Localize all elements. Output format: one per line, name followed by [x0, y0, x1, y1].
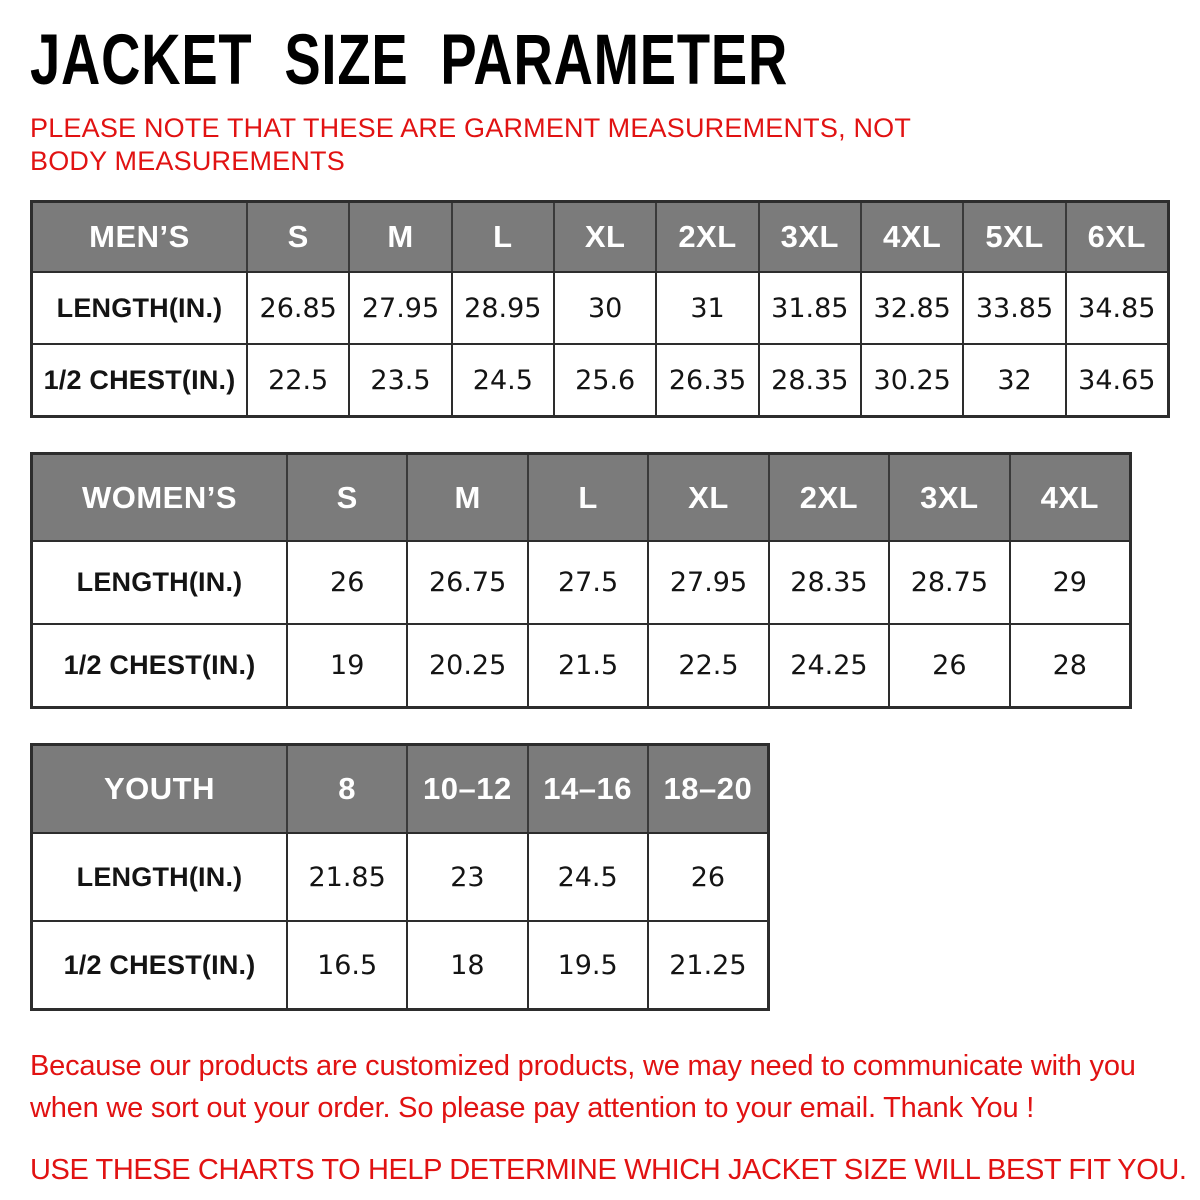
size-value: 21.25: [647, 920, 767, 1008]
size-value: 28.95: [451, 271, 553, 343]
size-value: 28.35: [768, 540, 888, 623]
size-value: 26: [647, 832, 767, 920]
size-grid: [30, 743, 770, 1011]
size-col-header: S: [246, 203, 348, 271]
size-col-header: 8: [286, 746, 406, 832]
size-col-header: 10–12: [406, 746, 526, 832]
size-col-header: S: [286, 455, 406, 540]
size-col-header: 2XL: [768, 455, 888, 540]
size-value: 26: [286, 540, 406, 623]
size-value: 29: [1009, 540, 1129, 623]
size-value: 21.5: [527, 623, 647, 706]
size-value: 33.85: [962, 271, 1064, 343]
size-value: 30.25: [860, 343, 962, 415]
size-value: 31.85: [758, 271, 860, 343]
size-col-header: 14–16: [527, 746, 647, 832]
size-value: 18: [406, 920, 526, 1008]
size-value: 31: [655, 271, 757, 343]
table-name-header: YOUTH: [33, 746, 286, 832]
size-value: 27.95: [647, 540, 767, 623]
size-value: 23.5: [348, 343, 450, 415]
size-col-header: 2XL: [655, 203, 757, 271]
size-value: 27.95: [348, 271, 450, 343]
size-col-header: XL: [553, 203, 655, 271]
size-col-header: 3XL: [758, 203, 860, 271]
size-value: 26.85: [246, 271, 348, 343]
size-value: 24.5: [527, 832, 647, 920]
size-value: 26.75: [406, 540, 526, 623]
size-grid: [30, 452, 1132, 709]
size-col-header: M: [406, 455, 526, 540]
size-col-header: L: [451, 203, 553, 271]
size-value: 26.35: [655, 343, 757, 415]
size-value: 28.75: [888, 540, 1008, 623]
size-col-header: 4XL: [1009, 455, 1129, 540]
size-value: 26: [888, 623, 1008, 706]
size-col-header: 5XL: [962, 203, 1064, 271]
womens-size-table: [30, 452, 1170, 709]
row-label: LENGTH(IN.): [33, 540, 286, 623]
row-label: 1/2 CHEST(IN.): [33, 920, 286, 1008]
size-value: 32: [962, 343, 1064, 415]
size-col-header: 3XL: [888, 455, 1008, 540]
size-value: 23: [406, 832, 526, 920]
row-label: LENGTH(IN.): [33, 832, 286, 920]
mens-size-table: [30, 200, 1170, 418]
size-col-header: L: [527, 455, 647, 540]
garment-measurement-note: PLEASE NOTE THAT THESE ARE GARMENT MEASUREMENTS, NOT BODY MEASUREMENTS: [30, 113, 911, 176]
size-col-header: XL: [647, 455, 767, 540]
size-value: 32.85: [860, 271, 962, 343]
size-value: 21.85: [286, 832, 406, 920]
size-col-header: M: [348, 203, 450, 271]
size-col-header: 6XL: [1065, 203, 1167, 271]
size-value: 22.5: [647, 623, 767, 706]
youth-size-table: [30, 743, 1170, 1011]
size-value: 19.5: [527, 920, 647, 1008]
row-label: 1/2 CHEST(IN.): [33, 343, 246, 415]
page-title: [30, 19, 1170, 100]
size-value: 22.5: [246, 343, 348, 415]
table-name-header: MEN’S: [33, 203, 246, 271]
size-value: 24.25: [768, 623, 888, 706]
size-value: 16.5: [286, 920, 406, 1008]
size-value: 28.35: [758, 343, 860, 415]
size-value: 25.6: [553, 343, 655, 415]
customization-notice: Because our products are customized products, we may need to communicate with you when we sort out your order. So please pay attention to your email. Thank You !: [30, 1050, 1136, 1124]
page-title-text: JACKET SIZE PARAMETER: [30, 19, 789, 100]
size-value: 24.5: [451, 343, 553, 415]
size-value: 28: [1009, 623, 1129, 706]
size-value: 34.65: [1065, 343, 1167, 415]
size-col-header: 4XL: [860, 203, 962, 271]
size-value: 27.5: [527, 540, 647, 623]
row-label: 1/2 CHEST(IN.): [33, 623, 286, 706]
size-grid: [30, 200, 1170, 418]
row-label: LENGTH(IN.): [33, 271, 246, 343]
size-value: 20.25: [406, 623, 526, 706]
size-col-header: 18–20: [647, 746, 767, 832]
size-value: 30: [553, 271, 655, 343]
size-value: 34.85: [1065, 271, 1167, 343]
fit-advice-note: USE THESE CHARTS TO HELP DETERMINE WHICH JACKET SIZE WILL BEST FIT YOU.: [30, 1154, 1187, 1186]
size-value: 19: [286, 623, 406, 706]
table-name-header: WOMEN’S: [33, 455, 286, 540]
